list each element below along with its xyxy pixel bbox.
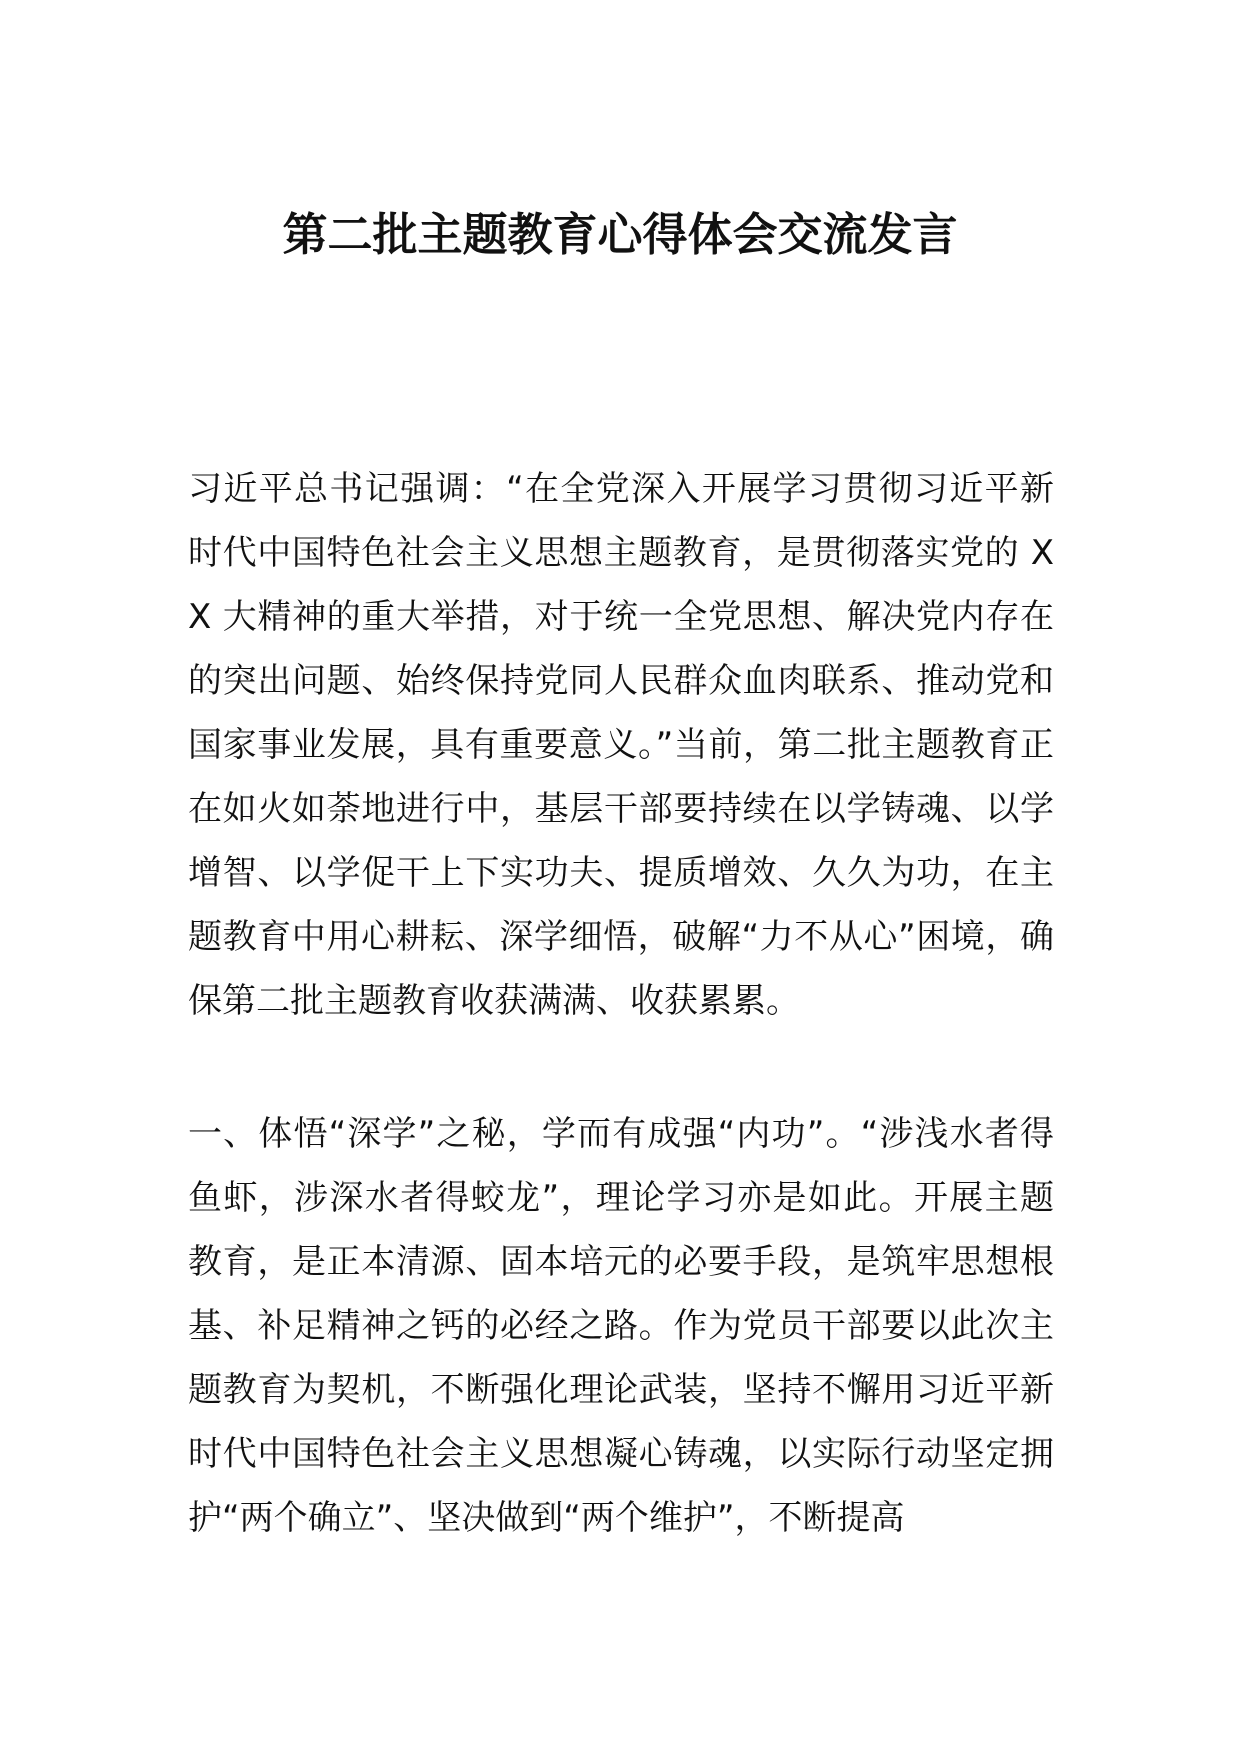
paragraph-section-one: 一、体悟“深学”之秘，学而有成强“内功”。“涉浅水者得鱼虾，涉深水者得蛟龙”，理论学习亦是如此。开展主题教育，是正本清源、固本培元的必要手段，是筑牢思想根基、补足精神之钙的必经之路。作为党员干部要以此次主题教育为契机，不断强化理论武装，坚持不懈用习近平新时代中国特色社会主义思想凝心铸魂，以实际行动坚定拥护“两个确立”、坚决做到“两个维护”，不断提高 <box>188 1114 1054 1538</box>
document-title: 第二批主题教育心得体会交流发言 <box>282 208 958 261</box>
paragraph-intro: 习近平总书记强调：“在全党深入开展学习贯彻习近平新时代中国特色社会主义思想主题教育，是贯彻落实党的 XX 大精神的重大举措，对于统一全党思想、解决党内存在的突出问题、始终保持党同人民群众血肉联系、推动党和国家事业发展，具有重要意义。”当前，第二批主题教育正在如火如荼地进行中，基层干部要持续在以学铸魂、以学增智、以学促干上下实功夫、提质增效、久久为功，在主题教育中用心耕耘、深学细悟，破解“力不从心”困境，确保第二批主题教育收获满满、收获累累。 <box>188 469 1054 1021</box>
